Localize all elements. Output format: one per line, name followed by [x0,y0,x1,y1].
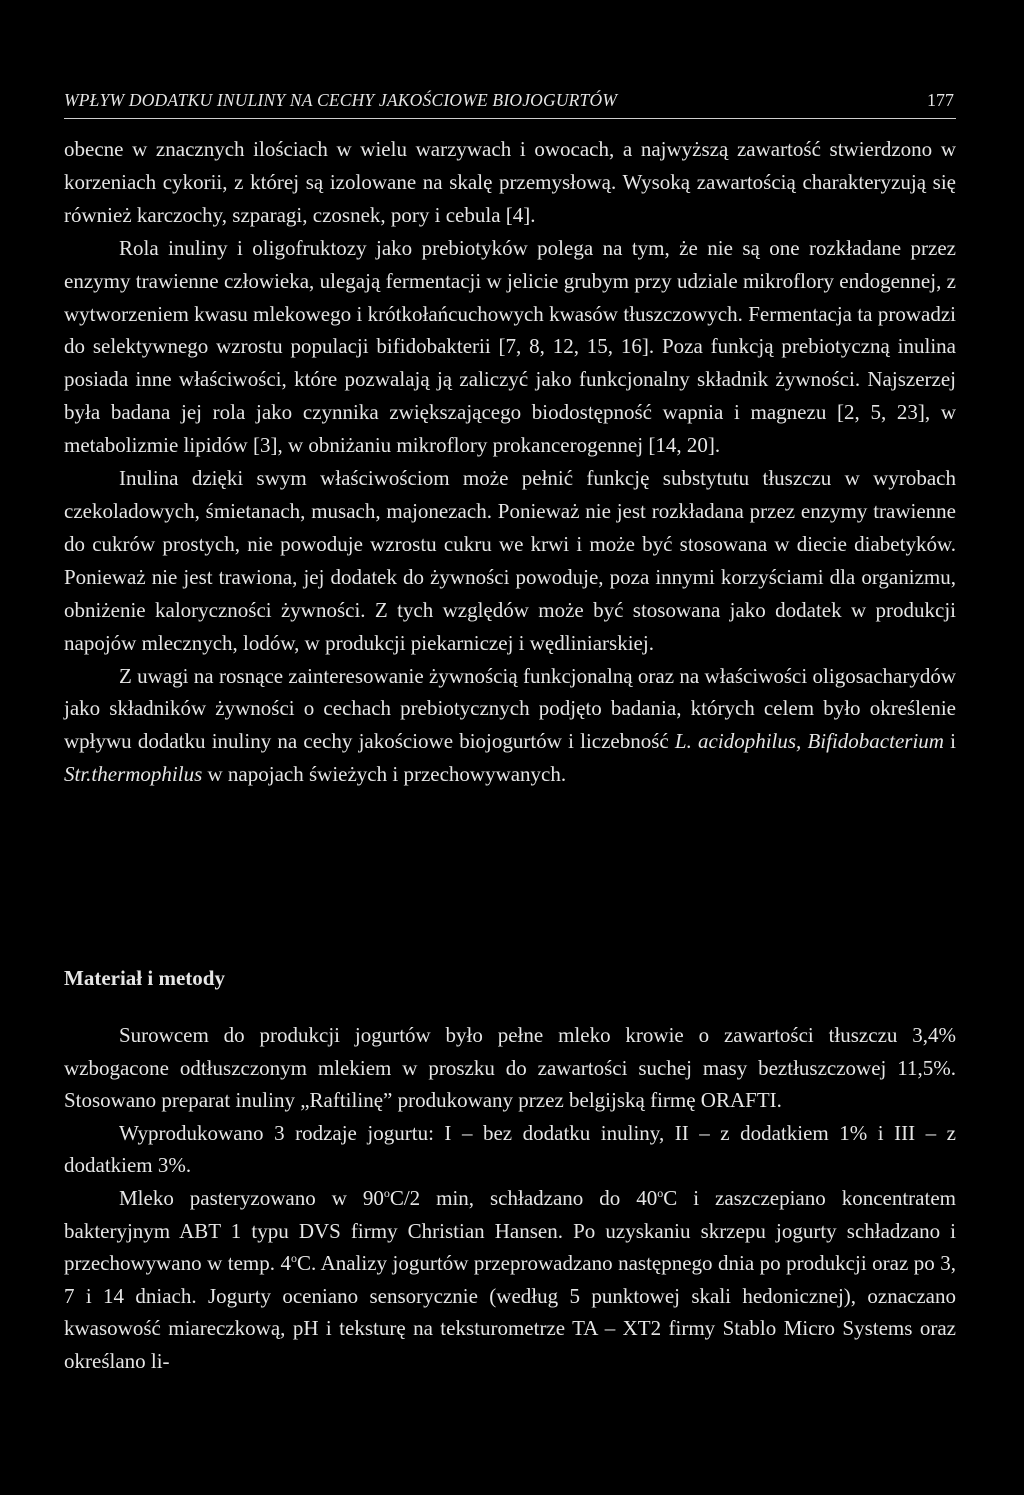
paragraph-2: Rola inuliny i oligofruktozy jako prebiotyków polega na tym, że nie są one rozkładane przez enzymy trawienne człowieka, ulegają fermentacji w jelicie grubym przy udziale mikroflory endogennej, z wytworzeniem kwasu mlekowego i krótkołańcuchowych kwasów tłuszczowych. Fermentacja ta prowadzi do selektywnego wzrostu populacji bifidobakterii [7, 8, 12, 15, 16]. Poza funkcją prebiotyczną inulina posiada inne właściwości, które pozwalają ją zaliczyć jako funkcjonalny składnik żywności. Najszerzej była badana jej rola jako czynnika zwiększającego biodostępność wapnia i magnezu [2, 5, 23], w metabolizmie lipidów [3], w obniżaniu mikroflory prokancerogennej [14, 20]. [64,235,956,458]
methods-text: C i zaszczepiano koncentratem bakteryjnym ABT 1 typu DVS firmy Christian Hansen. Po uzyskaniu skrzepu jogurty schładzano i przechowywano w temp. 4 [64,1185,956,1276]
paragraph-4-connector: i [943,729,956,754]
paragraph-4 [64,660,956,792]
methods-text: C. Analizy jogurtów przeprowadzano następnego dnia po produkcji oraz po 3, 7 i 14 dniach. Jogurty oceniano sensorycznie (według 5 punktowej skali hedonicznej), oznaczano kwasowość miareczkową, pH i teksturę na teksturometrze TA – XT2 firmy Stablo Micro Systems oraz określano li- [64,1251,957,1373]
paragraph-1: obecne w znacznych ilościach w wielu warzywach i owocach, a najwyższą zawartość stwierdzono w korzeniach cykorii, z której są izolowane na skalę przemysłową. Wysoką zawartością charakteryzują się również karczochy, szparagi, czosnek, pory i cebula [4]. [64,137,956,227]
species-name: L. acidophilus, Bifidobacterium [674,729,944,754]
methods-text: Mleko pasteryzowano w 90 [119,1185,384,1210]
paragraph-3: Inulina dzięki swym właściwościom może pełnić funkcję substytutu tłuszczu w wyrobach czekoladowych, śmietanach, musach, majonezach. Ponieważ nie jest rozkładana przez enzymy trawienne do cukrów prostych, nie powoduje wzrostu cukru we krwi i może być stosowana w diecie diabetyków. Ponieważ nie jest trawiona, jej dodatek do żywności powoduje, poza innymi korzyściami dla organizmu, obniżenie kaloryczności żywności. Z tych względów może być stosowana jako dodatek w produkcji napojów mlecznych, lodów, w produkcji piekarniczej i wędliniarskiej. [64,466,956,655]
species-name: Str.thermophilus [64,762,203,787]
methods-text: C/2 min, schładzano do 40 [389,1185,658,1210]
body-text [64,133,956,791]
running-title: WPŁYW DODATKU INULINY NA CECHY JAKOŚCIOWE BIOJOGURTÓW [64,90,618,110]
degree-mark: o [383,1185,390,1200]
paragraph-4-end: w napojach świeżych i przechowywanych. [202,762,567,787]
section-heading: Materiał i metody [64,966,225,990]
degree-mark: o [657,1185,664,1200]
paragraph-4-text: Z uwagi na rosnące zainteresowanie żywnością funkcjonalną oraz na właściwości oligosacharydów jako składników żywności o cechach prebiotycznych podjęto badania, których celem było określenie wpływu dodatku inuliny na cechy jakościowe biojogurtów i liczebność [64,663,956,754]
degree-mark: o [290,1251,297,1266]
methods-paragraph-1: Surowcem do produkcji jogurtów było pełne mleko krowie o zawartości tłuszczu 3,4% wzbogacone odtłuszczonym mlekiem w proszku do zawartości suchej masy beztłuszczowej 11,5%. Stosowano preparat inuliny „Raftilinę” produkowany przez belgijską firmę ORAFTI. [64,1023,956,1113]
methods-paragraph-2: Wyprodukowano 3 rodzaje jogurtu: I – bez dodatku inuliny, II – z dodatkiem 1% i III – z dodatkiem 3%. [64,1120,956,1178]
page-header [64,90,956,119]
page-number: 177 [927,90,954,110]
methods-paragraph-3 [64,1182,956,1378]
section-text [64,1019,956,1378]
